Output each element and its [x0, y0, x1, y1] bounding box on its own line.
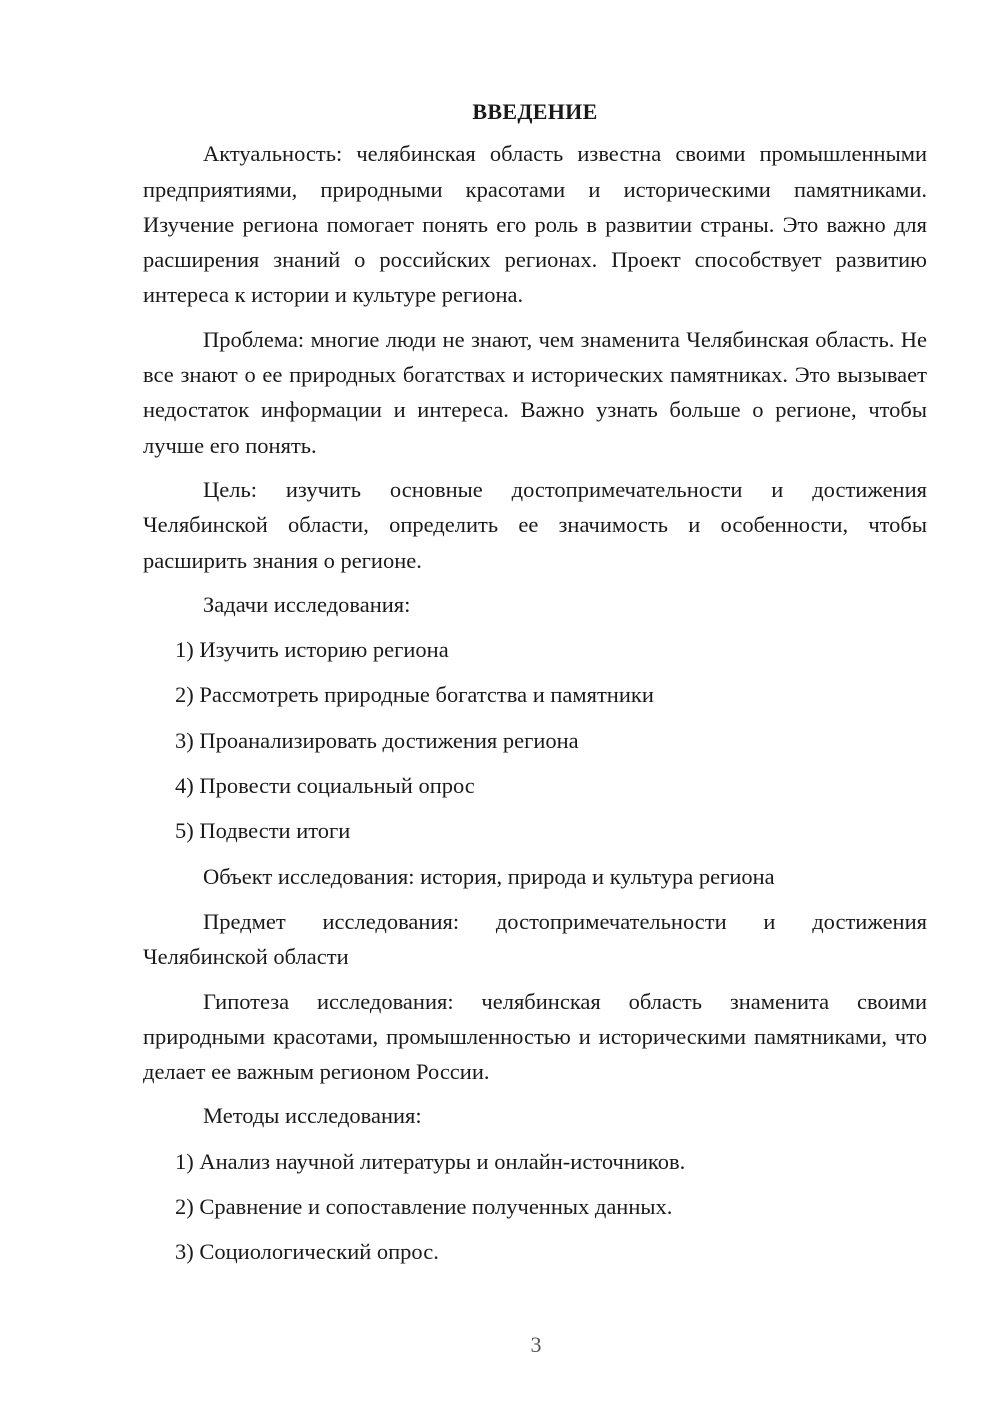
subject-paragraph: Предмет исследования: достопримечательности и достижения Челябинской области	[143, 908, 927, 970]
methods-heading: Методы исследования:	[203, 1103, 422, 1129]
goal-paragraph: Цель: изучить основные достопримечательности и достижения Челябинской области, определить ее значимость и особенности, чтобы расширить знания о регионе.	[143, 476, 927, 573]
list-item: 4) Провести социальный опрос	[175, 773, 475, 799]
hypothesis-paragraph: Гипотеза исследования: челябинская область знаменита своими природными красотами, промышленностью и историческими памятниками, что делает ее важным регионом России.	[143, 988, 927, 1085]
tasks-heading: Задачи исследования:	[203, 591, 411, 617]
list-item: 5) Подвести итоги	[175, 818, 351, 844]
methods-list	[143, 1144, 927, 1270]
tasks-list	[143, 632, 927, 848]
page-number: 3	[530, 1332, 542, 1357]
list-item: 2) Рассмотреть природные богатства и памятники	[175, 682, 654, 708]
list-item: 1) Изучить историю региона	[175, 637, 449, 663]
document-page	[143, 94, 927, 1280]
page-title: ВВЕДЕНИЕ	[472, 99, 598, 124]
object-paragraph: Объект исследования: история, природа и культура региона	[203, 863, 775, 889]
list-item: 3) Социологический опрос.	[175, 1239, 439, 1265]
problem-paragraph: Проблема: многие люди не знают, чем знаменита Челябинская область. Не все знают о ее природных богатствах и исторических памятниках. Это вызывает недостаток информации и интереса. Важно узнать больше о регионе, чтобы лучше его понять.	[143, 326, 927, 458]
list-item: 1) Анализ научной литературы и онлайн-источников.	[175, 1148, 686, 1174]
list-item: 2) Сравнение и сопоставление полученных данных.	[175, 1194, 673, 1220]
list-item: 3) Проанализировать достижения региона	[175, 727, 579, 753]
relevance-paragraph: Актуальность: челябинская область известна своими промышленными предприятиями, природными красотами и историческими памятниками. Изучение региона помогает понять его роль в развитии страны. Это важно для расширения знаний о российских регионах. Проект способствует развитию интереса к истории и культуре региона.	[143, 141, 927, 308]
